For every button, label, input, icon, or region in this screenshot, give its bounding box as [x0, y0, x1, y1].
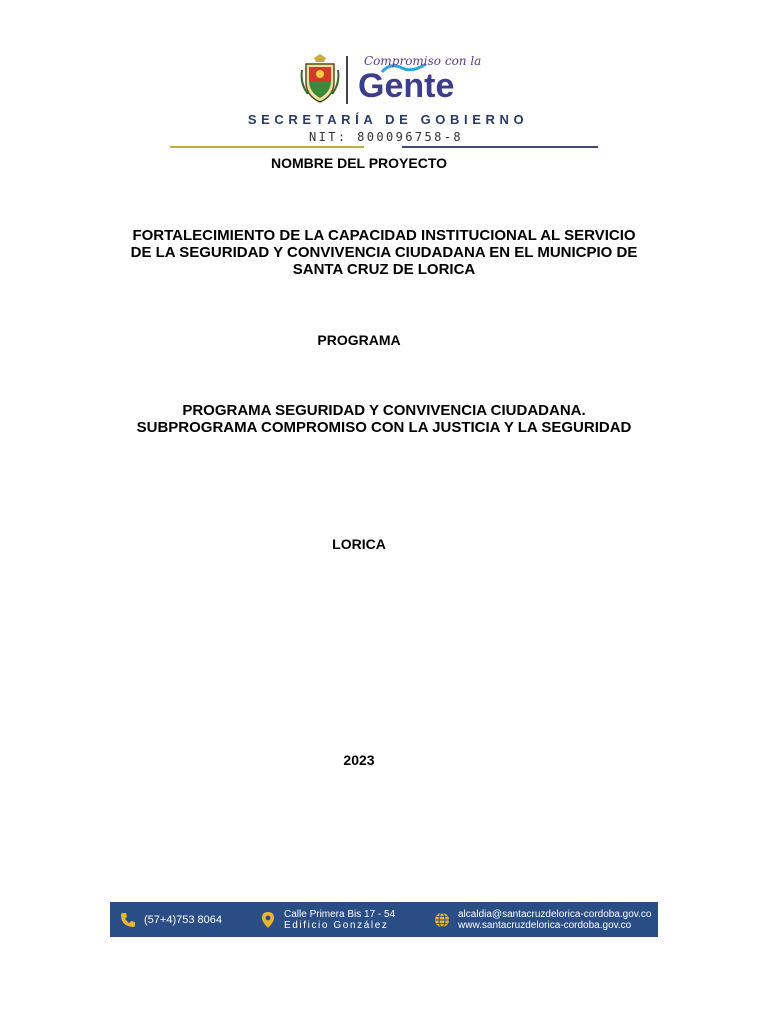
footer-phone — [120, 902, 222, 937]
program-description — [0, 402, 768, 436]
phone-icon — [120, 912, 136, 928]
footer-address — [260, 902, 395, 937]
website-link[interactable]: www.santacruzdelorica-cordoba.gov.co — [458, 919, 632, 931]
phone-number: (57+4)753 8064 — [144, 913, 222, 926]
coat-of-arms-icon — [300, 54, 340, 104]
globe-icon — [434, 912, 450, 928]
project-name-label: NOMBRE DEL PROYECTO — [270, 155, 448, 171]
year: 2023 — [343, 752, 375, 768]
header-rule-blue — [402, 146, 598, 148]
location-pin-icon — [260, 912, 276, 928]
tax-id: NIT: 800096758-8 — [309, 130, 463, 144]
place-name: LORICA — [332, 536, 386, 552]
footer-bar — [110, 902, 658, 937]
project-title-line: DE LA SEGURIDAD Y CONVIVENCIA CIUDADANA EN EL MUNICPIO DE — [130, 244, 638, 261]
address-line: Calle Primera Bis 17 - 54 — [284, 908, 396, 920]
department-name: SECRETARÍA DE GOBIERNO — [247, 112, 529, 127]
program-line: SUBPROGRAMA COMPROMISO CON LA JUSTICIA Y LA SEGURIDAD — [136, 419, 632, 436]
header-rule-gold — [170, 146, 364, 148]
project-title-line: SANTA CRUZ DE LORICA — [292, 261, 476, 278]
project-title-line: FORTALECIMIENTO DE LA CAPACIDAD INSTITUCIONAL AL SERVICIO — [132, 227, 636, 244]
letterhead — [0, 48, 768, 154]
program-label: PROGRAMA — [317, 332, 401, 348]
logo-tagline: Compromiso con la — [364, 54, 482, 68]
program-line: PROGRAMA SEGURIDAD Y CONVIVENCIA CIUDADANA. — [182, 402, 586, 419]
address-line: Edificio González — [284, 919, 389, 931]
logo-wordmark: Gente — [358, 67, 455, 105]
email-link[interactable]: alcaldia@santacruzdelorica-cordoba.gov.co — [458, 908, 652, 920]
footer-web — [434, 902, 651, 937]
logo-divider — [346, 56, 348, 104]
project-title — [0, 227, 768, 278]
